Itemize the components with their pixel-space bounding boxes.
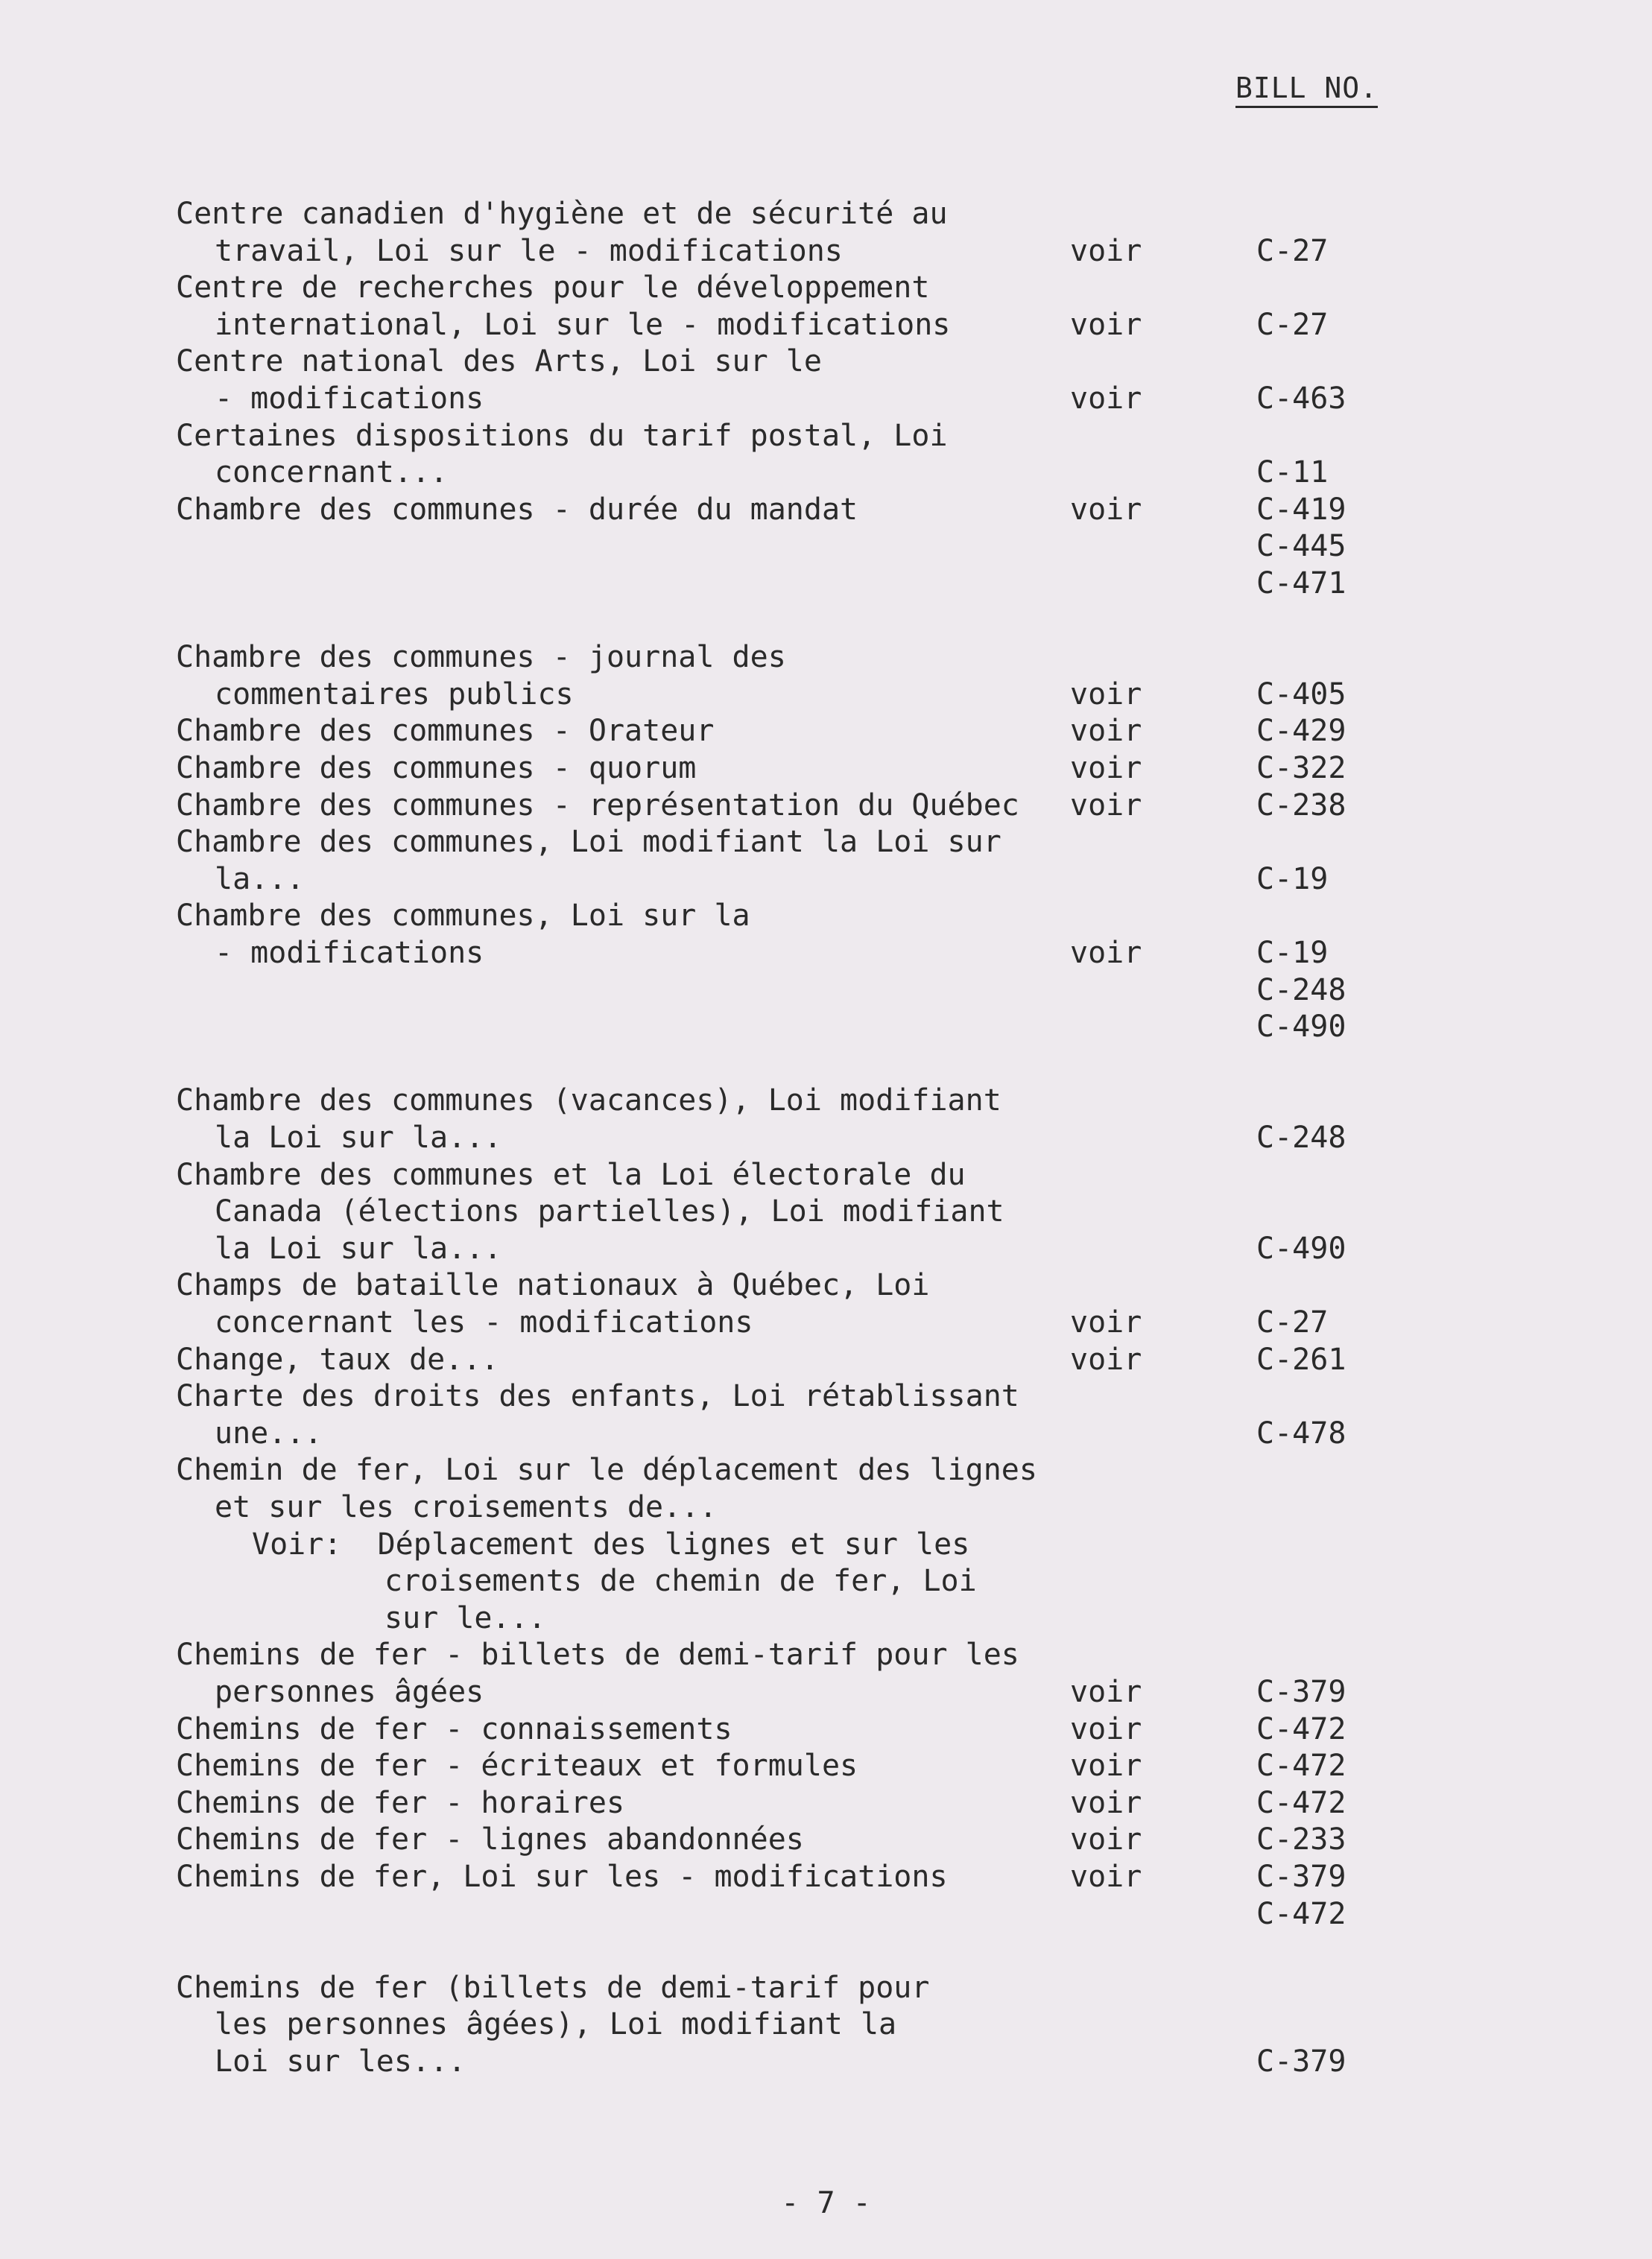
index-row — [0, 1969, 1652, 2006]
index-row — [0, 454, 1652, 491]
index-row — [0, 269, 1652, 306]
index-row — [0, 232, 1652, 270]
index-row — [0, 1895, 1652, 1933]
voir-label: voir — [1070, 1749, 1142, 1784]
entry-text: international, Loi sur le - modifications — [215, 307, 951, 342]
bill-number: C-478 — [1256, 1416, 1346, 1451]
entry-text: travail, Loi sur le - modifications — [215, 233, 843, 268]
index-row — [0, 1415, 1652, 1452]
bill-number: C-379 — [1256, 1860, 1346, 1894]
index-row — [0, 1082, 1652, 1119]
entry-text: Chambre des communes - représentation du Québec — [176, 788, 1019, 823]
index-row — [0, 195, 1652, 232]
index-row — [0, 823, 1652, 861]
bill-number: C-472 — [1256, 1749, 1346, 1784]
entry-text: Chambre des communes - journal des — [176, 640, 786, 675]
entry-text: Chambre des communes - quorum — [176, 751, 697, 785]
index-row — [0, 1489, 1652, 1526]
entry-text: Charte des droits des enfants, Loi rétablissant — [176, 1379, 1019, 1414]
index-row — [0, 934, 1652, 972]
entry-text: Centre canadien d'hygiène et de sécurité au — [176, 197, 948, 231]
entry-text: concernant les - modifications — [215, 1305, 753, 1340]
index-row — [0, 343, 1652, 380]
bill-number: C-379 — [1256, 1675, 1346, 1709]
bill-number: C-472 — [1256, 1711, 1346, 1746]
entry-text: Centre national des Arts, Loi sur le — [176, 344, 822, 379]
bill-number: C-248 — [1256, 1121, 1346, 1155]
index-row — [0, 1711, 1652, 1748]
bill-number: C-19 — [1256, 936, 1329, 970]
bill-number: C-471 — [1256, 566, 1346, 601]
index-row — [0, 639, 1652, 676]
index-row — [0, 1008, 1652, 1045]
entry-text: Chambre des communes (vacances), Loi modifiant — [176, 1083, 1001, 1118]
voir-label: voir — [1070, 1860, 1142, 1894]
entry-text: Certaines dispositions du tarif postal, Loi — [176, 418, 948, 453]
bill-number: C-405 — [1256, 677, 1346, 712]
entry-text: Champs de bataille nationaux à Québec, Loi — [176, 1268, 930, 1303]
index-row — [0, 565, 1652, 602]
voir-label: voir — [1070, 936, 1142, 970]
bill-number: C-27 — [1256, 1305, 1329, 1340]
index-row — [0, 1562, 1652, 1600]
voir-label: voir — [1070, 788, 1142, 823]
voir-label: voir — [1070, 1711, 1142, 1746]
index-row — [0, 306, 1652, 343]
index-row — [0, 1526, 1652, 1563]
bill-number: C-27 — [1256, 233, 1329, 268]
bill-number: C-11 — [1256, 455, 1329, 490]
bill-number: C-19 — [1256, 861, 1329, 896]
entry-text: commentaires publics — [215, 677, 574, 712]
bill-number: C-379 — [1256, 2044, 1346, 2079]
index-row — [0, 897, 1652, 934]
voir-label: voir — [1070, 1785, 1142, 1820]
bill-number: C-490 — [1256, 1010, 1346, 1045]
bill-number: C-419 — [1256, 492, 1346, 527]
entry-text: Chemins de fer - connaissements — [176, 1711, 732, 1746]
page-number: - 7 - — [781, 2186, 871, 2220]
entry-text: Chambre des communes - Orateur — [176, 714, 715, 749]
bill-number: C-429 — [1256, 714, 1346, 749]
voir-label: voir — [1070, 1675, 1142, 1709]
bill-number: C-472 — [1256, 1785, 1346, 1820]
index-row — [0, 417, 1652, 454]
bill-number: C-463 — [1256, 381, 1346, 416]
entry-text: Chambre des communes, Loi modifiant la Loi sur — [176, 825, 1001, 860]
voir-label: voir — [1070, 492, 1142, 527]
index-row — [0, 676, 1652, 713]
entry-text: Chemins de fer - horaires — [176, 1785, 625, 1820]
index-row — [0, 1230, 1652, 1267]
index-row — [0, 1451, 1652, 1489]
entry-text: la... — [215, 861, 305, 896]
entry-text: la Loi sur la... — [215, 1121, 502, 1155]
index-row — [0, 2043, 1652, 2080]
bill-number: C-322 — [1256, 751, 1346, 785]
index-row — [0, 1784, 1652, 1822]
index-row — [0, 1156, 1652, 1194]
entry-text: Chambre des communes, Loi sur la — [176, 899, 750, 934]
index-row — [0, 491, 1652, 528]
voir-label: voir — [1070, 751, 1142, 785]
index-row — [0, 972, 1652, 1009]
index-row — [0, 1673, 1652, 1711]
index-row — [0, 1858, 1652, 1895]
voir-label: voir — [1070, 677, 1142, 712]
entry-text: Chambre des communes et la Loi électorale du — [176, 1157, 966, 1192]
entry-text: Centre de recherches pour le développement — [176, 270, 930, 305]
index-row — [0, 2006, 1652, 2043]
entry-text: concernant... — [215, 455, 449, 490]
voir-label: voir — [1070, 1822, 1142, 1857]
index-row — [0, 1267, 1652, 1304]
index-row — [0, 1341, 1652, 1378]
index-row — [0, 1304, 1652, 1341]
entry-text: personnes âgées — [215, 1675, 484, 1709]
index-row — [0, 602, 1652, 639]
voir-label: voir — [1070, 1342, 1142, 1377]
entry-text: Chemin de fer, Loi sur le déplacement des lignes — [176, 1453, 1037, 1488]
entry-text: Chemins de fer, Loi sur les - modifications — [176, 1860, 948, 1894]
entry-text: Chambre des communes - durée du mandat — [176, 492, 858, 527]
index-row — [0, 1747, 1652, 1784]
index-row — [0, 1045, 1652, 1083]
entry-text: Chemins de fer - billets de demi-tarif pour les — [176, 1638, 1019, 1673]
index-row — [0, 1932, 1652, 1969]
bill-number: C-233 — [1256, 1822, 1346, 1857]
entry-text: les personnes âgées), Loi modifiant la — [215, 2007, 897, 2042]
index-row — [0, 1193, 1652, 1230]
voir-label: voir — [1070, 1305, 1142, 1340]
bill-number: C-238 — [1256, 788, 1346, 823]
entry-text: - modifications — [215, 381, 484, 416]
entry-text: Chemins de fer - lignes abandonnées — [176, 1822, 804, 1857]
index-row — [0, 1636, 1652, 1673]
bill-number: C-490 — [1256, 1231, 1346, 1266]
entry-text: Canada (élections partielles), Loi modifiant — [215, 1194, 1004, 1229]
index-row — [0, 712, 1652, 750]
entry-text: Change, taux de... — [176, 1342, 499, 1377]
entry-text: Loi sur les... — [215, 2044, 466, 2079]
voir-label: voir — [1070, 233, 1142, 268]
voir-label: voir — [1070, 307, 1142, 342]
entry-text: la Loi sur la... — [215, 1231, 502, 1266]
index-row — [0, 787, 1652, 824]
entry-text: - modifications — [215, 936, 484, 970]
index-row — [0, 527, 1652, 565]
index-row — [0, 1378, 1652, 1415]
entry-text: sur le... — [384, 1600, 546, 1635]
entry-text: une... — [215, 1416, 323, 1451]
bill-number: C-445 — [1256, 529, 1346, 564]
index-row — [0, 1600, 1652, 1637]
index-row — [0, 750, 1652, 787]
voir-label: voir — [1070, 381, 1142, 416]
index-row — [0, 1119, 1652, 1156]
entry-text: Voir: Déplacement des lignes et sur les — [252, 1527, 970, 1562]
voir-label: voir — [1070, 714, 1142, 749]
bill-number: C-261 — [1256, 1342, 1346, 1377]
bill-number: C-248 — [1256, 972, 1346, 1007]
entry-text: Chemins de fer - écriteaux et formules — [176, 1749, 858, 1784]
index-row — [0, 1821, 1652, 1858]
bill-number: C-472 — [1256, 1896, 1346, 1931]
index-row — [0, 380, 1652, 417]
entry-text: Chemins de fer (billets de demi-tarif pour — [176, 1970, 930, 2005]
bill-no-heading: BILL NO. — [1235, 72, 1378, 108]
entry-text: croisements de chemin de fer, Loi — [384, 1564, 977, 1599]
index-row — [0, 861, 1652, 898]
entry-text: et sur les croisements de... — [215, 1490, 718, 1524]
bill-number: C-27 — [1256, 307, 1329, 342]
